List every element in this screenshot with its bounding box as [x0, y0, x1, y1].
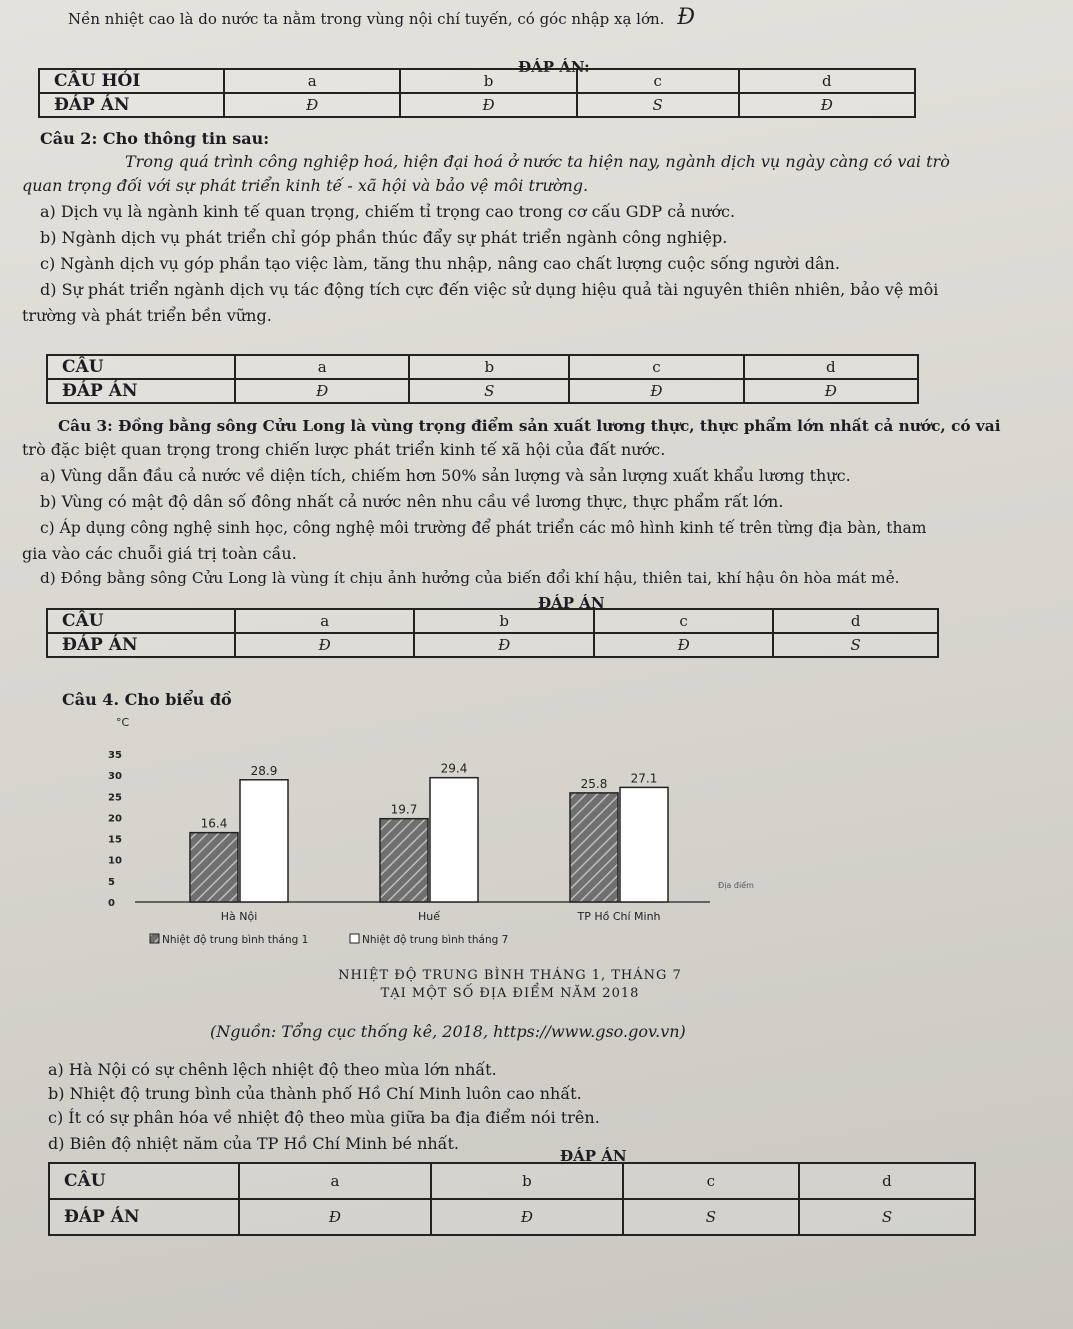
table1-label-q: CÂU HỎI — [39, 69, 224, 93]
table1-col-d: d — [739, 69, 915, 93]
table4-answer-c: S — [623, 1199, 799, 1235]
table2-answer-d: Đ — [744, 379, 918, 403]
legend-jan-swatch — [150, 934, 159, 943]
q2-option-b: b) Ngành dịch vụ phát triển chỉ góp phần thúc đẩy sự phát triển ngành công nghiệp. — [40, 228, 728, 247]
table4-answer-a: Đ — [239, 1199, 431, 1235]
table1-answer-a: Đ — [224, 93, 400, 117]
q2-intro-1: Trong quá trình công nghiệp hoá, hiện đại hoá ở nước ta hiện nay, ngành dịch vụ ngày càng có vai trò — [125, 152, 950, 171]
data-label: 19.7 — [390, 802, 418, 817]
data-label: 16.4 — [200, 816, 228, 831]
table2-answer-b: S — [409, 379, 569, 403]
answer-table-2 — [46, 354, 919, 404]
q2-heading: Câu 2: Cho thông tin sau: — [40, 129, 270, 148]
y-tick-label: 35 — [108, 750, 122, 761]
y-tick-label: 0 — [108, 898, 115, 909]
legend-jul-swatch — [350, 934, 359, 943]
table1-title: ĐÁP ÁN: — [518, 58, 590, 76]
category-label: Hà Nội — [220, 910, 258, 923]
table3-title: ĐÁP ÁN — [538, 594, 605, 612]
table3-answer-b: Đ — [414, 633, 593, 657]
table2-answer-a: Đ — [235, 379, 409, 403]
chart-source: (Nguồn: Tổng cục thống kê, 2018, https://www.gso.gov.vn) — [210, 1022, 686, 1041]
data-label: 25.8 — [580, 776, 608, 791]
q3-option-a: a) Vùng dẫn đầu cả nước về diện tích, chiếm hơn 50% sản lượng và sản lượng xuất khẩu lương thực. — [40, 466, 851, 485]
bar-jan-1 — [380, 819, 428, 902]
table4-answer-d: S — [799, 1199, 975, 1235]
y-tick-label: 10 — [108, 855, 122, 867]
bar-jul-2 — [620, 787, 668, 902]
q4-option-a: a) Hà Nội có sự chênh lệch nhiệt độ theo mùa lớn nhất. — [48, 1060, 497, 1079]
temperature-bar-chart — [90, 712, 754, 952]
table4-answer-b: Đ — [431, 1199, 623, 1235]
q4-option-b: b) Nhiệt độ trung bình của thành phố Hồ Chí Minh luôn cao nhất. — [48, 1084, 582, 1103]
chart-legend — [150, 934, 508, 946]
top-line-text: Nền nhiệt cao là do nước ta nằm trong vùng nội chí tuyến, có góc nhập xạ lớn. — [68, 10, 665, 28]
table2-col-b: b — [409, 355, 569, 379]
table3-answer-d: S — [773, 633, 938, 657]
bar-jul-0 — [240, 780, 288, 902]
bar-jan-2 — [570, 793, 618, 902]
q3-option-d: d) Đồng bằng sông Cửu Long là vùng ít chịu ảnh hưởng của biến đổi khí hậu, thiên tai, khí hậu ôn hòa mát mẻ. — [40, 569, 900, 587]
table2-col-d: d — [744, 355, 918, 379]
y-axis-unit: °C — [116, 716, 130, 729]
legend-jan-label: Nhiệt độ trung bình tháng 1 — [162, 934, 309, 946]
q4-option-c: c) Ít có sự phân hóa về nhiệt độ theo mùa giữa ba địa điểm nói trên. — [48, 1108, 600, 1127]
category-label: Huế — [417, 910, 441, 923]
q2-option-d-1: d) Sự phát triển ngành dịch vụ tác động tích cực đến việc sử dụng hiệu quả tài nguyên thiên nhiên, bảo vệ môi — [40, 280, 939, 299]
answer-table-3 — [46, 608, 939, 658]
q4-heading: Câu 4. Cho biểu đồ — [62, 690, 232, 709]
answer-table-4 — [48, 1162, 976, 1236]
table2-label-a: ĐÁP ÁN — [47, 379, 235, 403]
table3-col-d: d — [773, 609, 938, 633]
y-tick-label: 25 — [108, 792, 122, 804]
q4-option-d: d) Biên độ nhiệt năm của TP Hồ Chí Minh bé nhất. — [48, 1134, 459, 1153]
table4-col-d: d — [799, 1163, 975, 1199]
table2-label-q: CÂU — [47, 355, 235, 379]
y-tick-label: 5 — [108, 876, 115, 888]
y-tick-label: 30 — [108, 771, 122, 783]
table1-answer-c: S — [577, 93, 739, 117]
data-label: 27.1 — [630, 771, 658, 786]
q3-line-1 — [58, 416, 1001, 436]
q3-option-b: b) Vùng có mật độ dân số đông nhất cả nước nên nhu cầu về lương thực, thực phẩm rất lớn. — [40, 492, 784, 511]
q2-option-c: c) Ngành dịch vụ góp phần tạo việc làm, tăng thu nhập, nâng cao chất lượng cuộc sống người dân. — [40, 254, 840, 273]
table3-answer-c: Đ — [594, 633, 773, 657]
table3-col-c: c — [594, 609, 773, 633]
table3-col-b: b — [414, 609, 593, 633]
x-axis-end-label: Địa điểm — [718, 881, 754, 890]
y-tick-label: 20 — [108, 813, 122, 825]
table1-col-b: b — [400, 69, 576, 93]
q2-option-d-2: trường và phát triển bền vững. — [22, 306, 272, 325]
table3-col-a: a — [235, 609, 414, 633]
q2-option-a: a) Dịch vụ là ngành kinh tế quan trọng, chiếm tỉ trọng cao trong cơ cấu GDP cả nước. — [40, 202, 736, 221]
table2-col-c: c — [569, 355, 743, 379]
table4-label-q: CÂU — [49, 1163, 239, 1199]
data-label: 29.4 — [440, 761, 468, 776]
table4-title: ĐÁP ÁN — [560, 1147, 627, 1165]
legend-jul-label: Nhiệt độ trung bình tháng 7 — [362, 934, 509, 946]
table1-answer-b: Đ — [400, 93, 576, 117]
table3-label-q: CÂU — [47, 609, 235, 633]
table2-col-a: a — [235, 355, 409, 379]
table1-answer-d: Đ — [739, 93, 915, 117]
y-tick-label: 15 — [108, 834, 122, 846]
chart-title-2: TẠI MỘT SỐ ĐỊA ĐIỂM NĂM 2018 — [380, 986, 640, 1001]
table4-col-b: b — [431, 1163, 623, 1199]
q3-option-c-2: gia vào các chuỗi giá trị toàn cầu. — [22, 544, 297, 563]
q2-intro-2: quan trọng đối với sự phát triển kinh tế - xã hội và bảo vệ môi trường. — [22, 176, 589, 195]
table4-label-a: ĐÁP ÁN — [49, 1199, 239, 1235]
table1-col-c: c — [577, 69, 739, 93]
table4-col-a: a — [239, 1163, 431, 1199]
bar-jul-1 — [430, 778, 478, 902]
answer-table-1 — [38, 68, 916, 118]
data-label: 28.9 — [250, 763, 278, 778]
bar-jan-0 — [190, 833, 238, 902]
q3-line-2: trò đặc biệt quan trọng trong chiến lược phát triển kinh tế xã hội của đất nước. — [22, 440, 666, 459]
table4-col-c: c — [623, 1163, 799, 1199]
top-handwritten-mark: Đ — [677, 5, 695, 30]
chart-title-1: NHIỆT ĐỘ TRUNG BÌNH THÁNG 1, THÁNG 7 — [338, 968, 682, 983]
table1-label-a: ĐÁP ÁN — [39, 93, 224, 117]
category-label: TP Hồ Chí Minh — [577, 910, 661, 923]
top-line — [68, 5, 695, 30]
table2-answer-c: Đ — [569, 379, 743, 403]
table1-col-a: a — [224, 69, 400, 93]
table3-answer-a: Đ — [235, 633, 414, 657]
q3-text-1: Câu 3: Đồng bằng sông Cửu Long là vùng trọng điểm sản xuất lương thực, thực phẩm lớn nhất cả nước, có vai — [58, 417, 1001, 435]
q3-option-c-1: c) Áp dụng công nghệ sinh học, công nghệ môi trường để phát triển các mô hình kinh tế trên từng địa bàn, tham — [40, 519, 927, 537]
table3-label-a: ĐÁP ÁN — [47, 633, 235, 657]
